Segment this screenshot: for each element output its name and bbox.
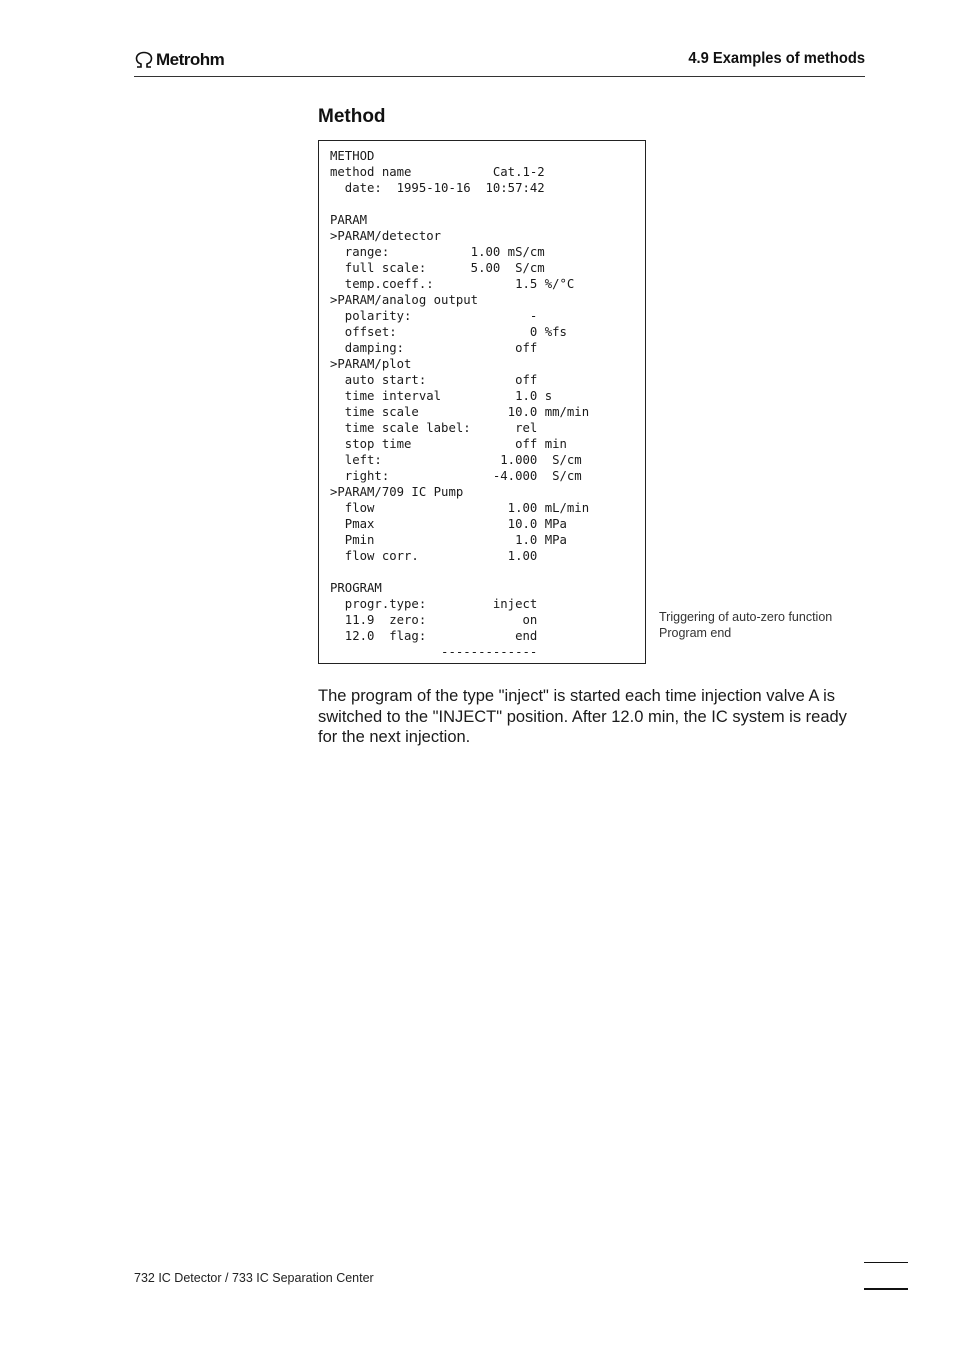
listing-line: full scale: 5.00 S/cm	[330, 261, 545, 275]
method-listing-box	[318, 140, 646, 664]
listing-line: >PARAM/analog output	[330, 293, 479, 307]
listing-line: auto start: off	[330, 373, 538, 387]
footer-text: 732 IC Detector / 733 IC Separation Center	[134, 1271, 374, 1285]
listing-line: offset: 0 %fs	[330, 325, 567, 339]
method-heading: Method	[318, 106, 386, 127]
listing-line: 12.0 flag: end	[330, 629, 538, 643]
listing-line: flow corr. 1.00	[330, 549, 538, 563]
listing-line: -------------	[330, 645, 538, 659]
listing-line: >PARAM/709 IC Pump	[330, 485, 464, 499]
listing-line: PARAM	[330, 213, 368, 227]
listing-line: left: 1.000 S/cm	[330, 453, 582, 467]
listing-line: 11.9 zero: on	[330, 613, 538, 627]
section-title: 4.9 Examples of methods	[688, 50, 865, 67]
listing-line: time scale 10.0 mm/min	[330, 405, 590, 419]
method-listing	[330, 148, 589, 660]
listing-line: >PARAM/detector	[330, 229, 442, 243]
listing-line: right: -4.000 S/cm	[330, 469, 582, 483]
listing-line: time interval 1.0 s	[330, 389, 553, 403]
listing-line: >PARAM/plot	[330, 357, 412, 371]
footer-rule-thick	[864, 1288, 908, 1290]
listing-line: progr.type: inject	[330, 597, 538, 611]
listing-line: flow 1.00 mL/min	[330, 501, 590, 515]
annotation-program-end: Program end	[659, 626, 732, 640]
listing-line: date: 1995-10-16 10:57:42	[330, 181, 545, 195]
listing-line: stop time off min	[330, 437, 567, 451]
footer-rule-thin	[864, 1262, 908, 1263]
listing-line: time scale label: rel	[330, 421, 538, 435]
listing-line: damping: off	[330, 341, 538, 355]
listing-line: range: 1.00 mS/cm	[330, 245, 545, 259]
listing-line: PROGRAM	[330, 581, 382, 595]
listing-line: Pmin 1.0 MPa	[330, 533, 567, 547]
listing-line: temp.coeff.: 1.5 %/°C	[330, 277, 575, 291]
metrohm-logo	[134, 50, 224, 70]
annotation-auto-zero: Triggering of auto-zero function	[659, 610, 833, 624]
omega-logo-icon	[134, 51, 154, 69]
listing-line: METHOD	[330, 149, 375, 163]
logo-text: Metrohm	[156, 50, 225, 69]
listing-line: polarity: -	[330, 309, 538, 323]
listing-line: Pmax 10.0 MPa	[330, 517, 567, 531]
page-header	[134, 48, 865, 77]
description-paragraph: The program of the type "inject" is started each time injection valve A is switched to the "INJECT" position. After 12.0 min, the IC system is ready for the next injection.	[318, 687, 847, 746]
listing-line: method name Cat.1-2	[330, 165, 545, 179]
